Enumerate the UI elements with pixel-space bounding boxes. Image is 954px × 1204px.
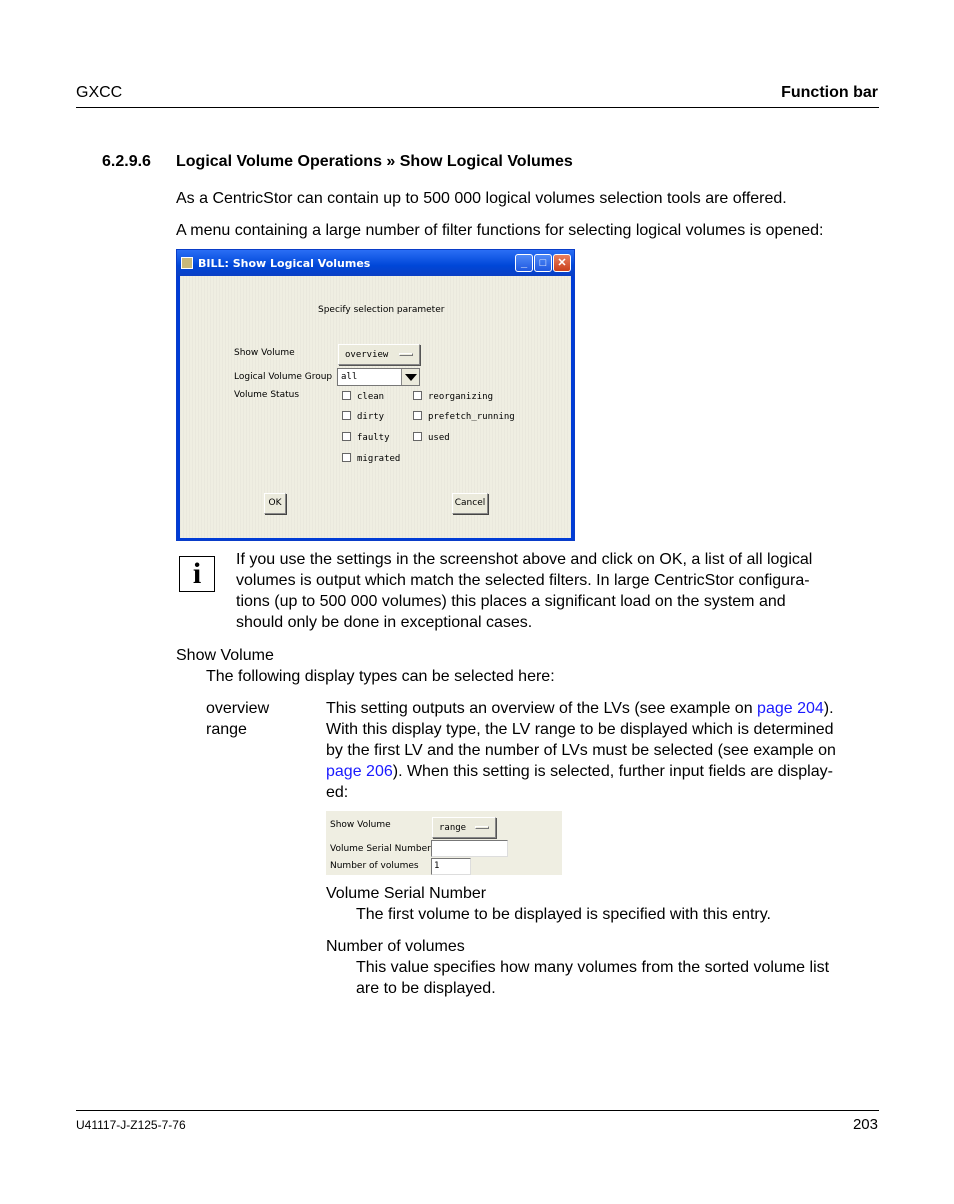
volume-status-label: Volume Status: [234, 390, 300, 400]
number-of-volumes-desc-line-2: are to be displayed.: [356, 980, 496, 997]
overview-term: overview: [206, 700, 270, 717]
mini-option-menu-indicator-icon: [475, 826, 489, 829]
close-icon[interactable]: ✕: [553, 254, 571, 272]
checkbox-migrated-label: migrated: [357, 454, 401, 464]
show-volume-option-button[interactable]: [338, 344, 420, 365]
section-number: 6.2.9.6: [102, 153, 151, 170]
footer-rule: [76, 1110, 879, 1111]
checkbox-used[interactable]: [413, 432, 422, 441]
mini-show-volume-value: range: [439, 823, 467, 833]
page-206-link[interactable]: page 206: [326, 763, 393, 780]
range-term: range: [206, 721, 247, 738]
minimize-icon[interactable]: _: [515, 254, 533, 272]
header-rule: [76, 107, 879, 108]
section-title: Logical Volume Operations » Show Logical Volumes: [176, 153, 573, 170]
range-desc-line-3-post: ). When this setting is selected, further input fields are display-: [392, 763, 833, 780]
info-line-4: should only be done in exceptional cases.: [236, 614, 533, 631]
paragraph-intro: As a CentricStor can contain up to 500 000 logical volumes selection tools are offered.: [176, 190, 787, 207]
mini-show-volume-label: Show Volume: [330, 820, 391, 830]
window-app-icon: [181, 257, 193, 269]
overview-description: [326, 698, 834, 719]
running-header-right: Function bar: [781, 84, 878, 101]
dialog-titlebar: [177, 250, 574, 276]
info-line-2: volumes is output which match the selected filters. In large CentricStor configura-: [236, 572, 810, 589]
number-of-volumes-label: Number of volumes: [330, 861, 419, 871]
show-logical-volumes-dialog: [176, 249, 575, 541]
volume-serial-number-input[interactable]: [431, 840, 508, 857]
document-id: U41117-J-Z125-7-76: [76, 1118, 186, 1132]
number-of-volumes-desc-line-1: This value specifies how many volumes from the sorted volume list: [356, 959, 830, 976]
page-number: 203: [852, 1116, 878, 1133]
checkbox-clean-label: clean: [357, 392, 385, 402]
range-desc-line-1: With this display type, the LV range to be displayed which is determined: [326, 721, 834, 738]
section-heading: [102, 153, 573, 171]
number-of-volumes-value: 1: [434, 861, 440, 871]
checkbox-prefetch-running-label: prefetch_running: [428, 412, 515, 422]
show-volume-term: Show Volume: [176, 647, 274, 664]
cancel-button[interactable]: Cancel: [452, 493, 488, 514]
info-icon: i: [179, 556, 215, 592]
info-line-3: tions (up to 500 000 volumes) this places a significant load on the system and: [236, 593, 786, 610]
overview-desc-post: ).: [823, 700, 834, 717]
logical-volume-group-value: all: [341, 372, 358, 382]
checkbox-reorganizing-label: reorganizing: [428, 392, 494, 402]
ok-button[interactable]: OK: [264, 493, 286, 514]
option-menu-indicator-icon: [399, 353, 413, 356]
range-desc-line-4: ed:: [326, 784, 349, 801]
number-of-volumes-input[interactable]: [431, 858, 471, 875]
range-desc-line-3: [326, 761, 833, 782]
mini-show-volume-option-button[interactable]: [432, 817, 496, 838]
page-204-link[interactable]: page 204: [757, 700, 824, 717]
dialog-heading: Specify selection parameter: [318, 305, 445, 315]
show-volume-label: Show Volume: [234, 348, 295, 358]
checkbox-dirty-label: dirty: [357, 412, 385, 422]
dialog-title: BILL: Show Logical Volumes: [198, 257, 371, 270]
checkbox-prefetch-running[interactable]: [413, 411, 422, 420]
range-fields-screenshot: [326, 811, 562, 875]
show-volume-value: overview: [345, 350, 389, 360]
running-header-left: GXCC: [76, 84, 123, 101]
checkbox-reorganizing[interactable]: [413, 391, 422, 400]
maximize-icon[interactable]: □: [534, 254, 552, 272]
checkbox-clean[interactable]: [342, 391, 351, 400]
info-line-1: If you use the settings in the screenshot above and click on OK, a list of all logical: [236, 551, 813, 568]
volume-serial-number-description: The first volume to be displayed is specified with this entry.: [356, 906, 771, 923]
show-volume-description: The following display types can be selected here:: [206, 668, 555, 685]
range-desc-line-2: by the first LV and the number of LVs must be selected (see example on: [326, 742, 836, 759]
number-of-volumes-term: Number of volumes: [326, 938, 465, 955]
paragraph-menu: A menu containing a large number of filter functions for selecting logical volumes is opened:: [176, 222, 824, 239]
checkbox-migrated[interactable]: [342, 453, 351, 462]
dialog-body: [180, 276, 571, 538]
volume-serial-number-label: Volume Serial Number: [330, 844, 431, 854]
checkbox-dirty[interactable]: [342, 411, 351, 420]
chevron-down-icon[interactable]: [401, 369, 419, 385]
checkbox-faulty[interactable]: [342, 432, 351, 441]
checkbox-used-label: used: [428, 433, 450, 443]
logical-volume-group-label: Logical Volume Group: [234, 372, 333, 382]
overview-desc-pre: This setting outputs an overview of the LVs (see example on: [326, 700, 758, 717]
checkbox-faulty-label: faulty: [357, 433, 390, 443]
volume-serial-number-term: Volume Serial Number: [326, 885, 487, 902]
logical-volume-group-combo[interactable]: [337, 368, 420, 386]
